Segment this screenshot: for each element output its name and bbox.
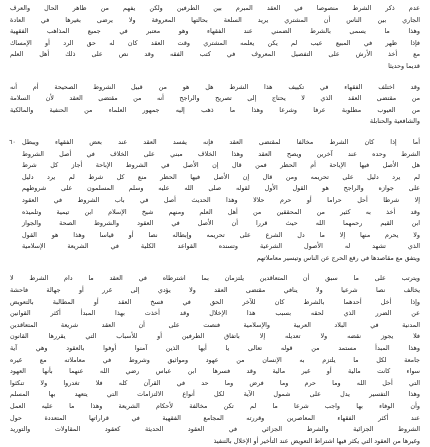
line-text: ﻭﺍﻟﺸﺎﻓﻌﻴﺔ ﻭﺍﻟﺤﻨﺎﺑﻠﺔ (369, 117, 420, 126)
line-text: ﺍﻟﺸﺮﻁ ﻭﺣﺪﻩ ﻋﻨﺪ ﺁﺧﺮﻳﻦ ﻭﻳﺼﺢ ﺍﻟﻌﻘﺪ ﻭﻫﺬﺍ ﺍﻟﺨﻼﻑ ﻣﺒﻨﻲ ﻋﻠﻰ ﺍﻟﺨﻼﻑ ﻓﻲ ﺃﺻﻞ ﺍﻟﺸﺮﻭﻁ (22, 149, 420, 158)
text-line (10, 241, 420, 253)
line-text: ﻣﻊ ﺃﺧﺬ ﺍﻷﺭﺵ ﻋﻠﻰ ﺍﻟﺘﻔﺼﻴﻞ ﺍﻟﻤﻌﺮﻭﻑ ﻓﻲ ﻛﺘﺐ ﺍﻟﻔﻘﻪ ﻭﻗﺪ ﻧﺺ ﻋﻠﻰ ﺫﻟﻚ ﺃﻫﻞ ﺍﻟﻌﻠﻢ (10, 50, 420, 59)
text-line (10, 15, 420, 27)
text-line (10, 378, 420, 390)
text-line (10, 172, 420, 184)
text-line (10, 253, 420, 265)
text-line (10, 61, 420, 73)
line-text: ﺍﻟﺸﺮﻭﻁ ﺍﻟﺠﺰﺍﺋﻴﺔ ﻭﺍﻟﺸﺮﻁ ﺍﻟﺠﺰﺍﺋﻲ ﻓﻲ ﺍﻟﻌﻘﻮﺩ ﺍﻟﺤﺪﻳﺜﺔ ﻛﻌﻘﻮﺩ ﺍﻟﻤﻘﺎﻭﻟﺎﺕ ﻭﺍﻟﺘﻮﺭﻳﺪ (10, 425, 420, 434)
line-text: ﻭﻗﺪ ﺍﺧﺘﻠﻒ ﺍﻟﻔﻘﻬﺎﺀ ﻓﻲ ﺗﻜﻴﻴﻒ ﻫﺬﺍ ﺍﻟﺸﺮﻁ ﻫﻞ ﻫﻮ ﻣﻦ ﻗﺒﻴﻞ ﺍﻟﺸﺮﻭﻁ ﺍﻟﺼﺤﻴﺤﺔ ﺃﻡ ﺃﻧﻪ (10, 82, 420, 91)
line-text: ﻭﻫﺬﺍ ﺍﻟﺘﻔﺴﻴﺮ ﻳﺪﻝ ﻋﻠﻰ ﺷﻤﻮﻝ ﺍﻵﻳﺔ ﻟﻜﻞ ﺃﻧﻮﺍﻉ ﺍﻻﻟﺘﺰﺍﻣﺎﺕ ﺍﻟﺘﻲ ﻳﺘﻌﻬﺪ ﺑﻬﺎ ﺍﻟﻤﺴﻠﻢ (10, 390, 420, 399)
text-line (10, 436, 420, 447)
line-text: ﻭﻫﺬﺍ ﻣﺎ ﻳﺴﻤﻰ ﺑﺎﻟﺸﺮﻁ ﺍﻟﻀﻤﻨﻲ ﻋﻨﺪ ﺍﻟﻔﻘﻬﺎﺀ ﻭﻫﻮ ﻣﻌﺘﺒﺮ ﻓﻲ ﺟﻤﻴﻊ ﺍﻟﻤﺬﺍﻫﺐ ﺍﻟﻔﻘﻬﻴﺔ (10, 27, 420, 36)
line-text: ﺍﻟﺠﺎﺭﻱ ﺑﻴﻦ ﺍﻟﻨﺎﺱ ﺃﻥ ﺍﻟﻤﺸﺘﺮﻱ ﻳﺮﻳﺪ ﺍﻟﺴﻠﻌﺔ ﺑﺤﺎﻟﺘﻬﺎ ﺍﻟﻤﻌﺮﻭﻓﺔ ﻭﻻ ﻳﺮﺿﻰ ﺑﻐﻴﺮﻫﺎ ﻓﻲ ﺍﻟﻌﺎﺩﺓ (10, 15, 420, 24)
line-text: ﺳﻮﺍﺀ ﻛﺎﻧﺖ ﻣﺎﻟﻴﺔ ﺃﻭ ﻏﻴﺮ ﻣﺎﻟﻴﺔ ﻭﻗﺪ ﻓﺴﺮﻫﺎ ﺍﺑﻦ ﻋﺒﺎﺱ ﺭﺿﻲ ﺍﻟﻠﻪ ﻋﻨﻬﻤﺎ ﺑﺄﻧﻬﺎ ﺍﻟﻌﻬﻮﺩ (10, 367, 420, 376)
line-text: ﻋﻠﻰ ﺟﻮﺍﺯﻩ ﻭﺍﻟﺮﺍﺟﺢ ﻫﻮ ﺍﻟﻘﻮﻝ ﺍﻷﻭﻝ ﻟﻘﻮﻟﻪ ﺻﻠﻰ ﺍﻟﻠﻪ ﻋﻠﻴﻪ ﻭﺳﻠﻢ ﺍﻟﻤﺴﻠﻤﻮﻥ ﻋﻠﻰ ﺷﺮﻭﻃﻬﻢ (22, 184, 420, 193)
paragraph-number: ٦٠ (9, 137, 16, 146)
line-text: ﻭﺇﺫﺍ ﺃﺧﻞ ﺃﺣﺪﻫﻤﺎ ﺑﺎﻟﺸﺮﻁ ﻛﺎﻥ ﻟﻠﺂﺧﺮ ﺍﻟﺤﻖ ﻓﻲ ﻓﺴﺦ ﺍﻟﻌﻘﺪ ﺃﻭ ﺍﻟﻤﻄﺎﻟﺒﺔ ﺑﺎﻟﺘﻌﻮﻳﺾ (10, 297, 420, 306)
text-line (10, 366, 420, 378)
text-line (10, 93, 420, 105)
text-line (10, 285, 420, 297)
text-line (10, 401, 420, 413)
text-line (10, 149, 420, 161)
line-text: ﻣﻦ ﺍﻟﻌﻴﻮﺏ ﻣﻄﻠﻮﺑﺔ ﻋﺮﻓﺎ ﻭﺷﺮﻋﺎ ﻭﻫﺬﺍ ﻣﺎ ﺫﻫﺐ ﺇﻟﻴﻪ ﺟﻤﻬﻮﺭ ﺍﻟﻌﻠﻤﺎﺀ ﻣﻦ ﺍﻟﺤﻨﻔﻴﺔ ﻭﺍﻟﻤﺎﻟﻜﻴﺔ (10, 105, 420, 114)
text-line (10, 218, 420, 230)
text-line (10, 355, 420, 367)
line-text: ﺍﻟﺬﻱ ﺗﺸﻬﺪ ﻟﻪ ﺍﻷﺻﻮﻝ ﺍﻟﺸﺮﻋﻴﺔ ﻭﺗﺴﻨﺪﻩ ﺍﻟﻘﻮﺍﻋﺪ ﺍﻟﻜﻠﻴﺔ ﻓﻲ ﺍﻟﺸﺮﻳﻌﺔ ﺍﻹﺳﻼﻣﻴﺔ (22, 242, 420, 251)
line-text: ﺍﺑﻦ ﺍﻟﻘﻴﻢ ﺭﺣﻤﻬﻤﺎ ﺍﻟﻠﻪ ﺣﻴﺚ ﻗﺮﺭﺍ ﺃﻥ ﺍﻷﺻﻞ ﻓﻲ ﺍﻟﻌﻘﻮﺩ ﻭﺍﻟﺸﺮﻭﻁ ﺍﻟﺼﺤﺔ ﻭﺍﻟﺠﻮﺍﺯ (22, 219, 420, 228)
line-text: ﻗﺪﻳﻤﺎ ﻭﺣﺪﻳﺜﺎ (388, 61, 420, 70)
paragraph (10, 3, 420, 73)
paragraph (10, 82, 420, 128)
line-text: ﺍﻟﻤﺪﻧﻴﺔ ﻓﻲ ﺍﻟﺒﻼﺩ ﺍﻟﻌﺮﺑﻴﺔ ﻭﺍﻹﺳﻼﻣﻴﺔ ﻓﻨﺼﺖ ﻋﻠﻰ ﺃﻥ ﺍﻟﻌﻘﺪ ﺷﺮﻳﻌﺔ ﺍﻟﻤﺘﻌﺎﻗﺪﻳﻦ (10, 320, 420, 329)
text-line (10, 137, 420, 149)
text-line (10, 207, 420, 219)
line-text: ﻟﻢ ﻳﺮﺩ ﺩﻟﻴﻞ ﻋﻠﻰ ﺗﺤﺮﻳﻤﻪ ﻭﻣﻦ ﻗﺎﻝ ﺇﻥ ﺍﻷﺻﻞ ﻓﻴﻬﺎ ﺍﻟﺤﻈﺮ ﻣﻨﻊ ﻛﻞ ﺷﺮﻁ ﻟﻢ ﻳﺮﺩ ﺩﻟﻴﻞ (22, 172, 420, 181)
line-text: ﻭﻳﺘﻔﻖ ﻣﻊ ﻣﻘﺎﺻﺪﻫﺎ ﻓﻲ ﺭﻓﻊ ﺍﻟﺤﺮﺝ ﻋﻦ ﺍﻟﻨﺎﺱ ﻭﺗﻴﺴﻴﺮ ﻣﻌﺎﻣﻼﺗﻬﻢ (256, 253, 420, 262)
line-text: ﻭﻻ ﻳﺤﺮﻡ ﻣﻨﻬﺎ ﺇﻻ ﻣﺎ ﺩﻝ ﺍﻟﺸﺮﻉ ﻋﻠﻰ ﺗﺤﺮﻳﻤﻪ ﻭﺇﺑﻄﺎﻟﻪ ﻧﺼﺎ ﺃﻭ ﻗﻴﺎﺳﺎ ﻭﻫﺬﺍ ﻫﻮ ﺍﻟﻘﻮﻝ (22, 230, 420, 239)
text-line (10, 273, 420, 285)
text-line (10, 26, 420, 38)
text-line (10, 3, 420, 15)
line-text: ﺍﻟﺘﻲ ﺃﺣﻞ ﺍﻟﻠﻪ ﻭﻣﺎ ﺣﺮﻡ ﻭﻣﺎ ﻓﺮﺽ ﻭﻣﺎ ﺣﺪ ﻓﻲ ﺍﻟﻘﺮﺁﻥ ﻛﻠﻪ ﻓﻼ ﺗﻐﺪﺭﻭﺍ ﻭﻻ ﺗﻨﻜﺜﻮﺍ (10, 378, 420, 387)
text-line (10, 389, 420, 401)
text-line (10, 49, 420, 61)
text-line (10, 413, 420, 425)
line-text: ﻋﻨﺪ ﺃﻛﺜﺮ ﺍﻟﻔﻘﻬﺎﺀ ﺍﻟﻤﻌﺎﺻﺮﻳﻦ ﻭﻗﺮﺭﺗﻪ ﺍﻟﻤﺠﺎﻣﻊ ﺍﻟﻔﻘﻬﻴﺔ ﻓﻲ ﻗﺮﺍﺭﺍﺗﻬﺎ ﺍﻟﻤﺘﻌﺪﺩﺓ ﺣﻮﻝ (10, 413, 420, 422)
text-line (10, 160, 420, 172)
text-line (10, 82, 420, 94)
text-line (10, 343, 420, 355)
line-text: ﻋﻦ ﺍﻟﻀﺮﺭ ﺍﻟﺬﻱ ﻟﺤﻘﻪ ﺑﺴﺒﺐ ﻫﺬﺍ ﺍﻹﺧﻼﻝ ﻭﻗﺪ ﺃﺧﺬﺕ ﺑﻬﺬﺍ ﺍﻟﻤﺒﺪﺃ ﺃﻛﺜﺮ ﺍﻟﻘﻮﺍﻧﻴﻦ (10, 309, 420, 318)
line-text: ﻭﻗﺪ ﺃﺧﺬ ﺑﻪ ﻛﺜﻴﺮ ﻣﻦ ﺍﻟﻤﺤﻘﻘﻴﻦ ﻣﻦ ﺃﻫﻞ ﺍﻟﻌﻠﻢ ﻭﻣﻨﻬﻢ ﺷﻴﺦ ﺍﻹﺳﻼﻡ ﺍﺑﻦ ﺗﻴﻤﻴﺔ ﻭﺗﻠﻤﻴﺬﻩ (22, 207, 420, 216)
line-text: ﻭﻏﻴﺮﻫﺎ ﻣﻦ ﺍﻟﻌﻘﻮﺩ ﺍﻟﺘﻲ ﻳﻜﺜﺮ ﻓﻴﻬﺎ ﺍﺷﺘﺮﺍﻁ ﺍﻟﺘﻌﻮﻳﺾ ﻋﻨﺪ ﺍﻟﺘﺄﺧﻴﺮ ﺃﻭ ﺍﻹﺧﻼﻝ ﺑﺎﻟﺘﻨﻔﻴﺬ (213, 436, 420, 445)
line-text: ﻭﻳﺘﺮﺗﺐ ﻋﻠﻰ ﻣﺎ ﺳﺒﻖ ﺃﻥ ﺍﻟﻤﺘﻌﺎﻗﺪﻳﻦ ﻳﻠﺘﺰﻣﺎﻥ ﺑﻤﺎ ﺍﺷﺘﺮﻃﺎﻩ ﻓﻲ ﺍﻟﻌﻘﺪ ﻣﺎ ﺩﺍﻡ ﺍﻟﺸﺮﻁ ﻻ (10, 274, 420, 283)
text-line (10, 116, 420, 128)
line-text: ﻓﻼ ﻳﺠﻮﺯ ﻧﻘﻀﻪ ﻭﻻ ﺗﻌﺪﻳﻠﻪ ﺇﻻ ﺑﺎﺗﻔﺎﻕ ﺍﻟﻄﺮﻓﻴﻦ ﺃﻭ ﻟﻸﺳﺒﺎﺏ ﺍﻟﺘﻲ ﻳﻘﺮﺭﻫﺎ ﺍﻟﻘﺎﻧﻮﻥ (10, 332, 420, 341)
text-line (10, 183, 420, 195)
line-text: ﺇﻻ ﺷﺮﻃﺎ ﺃﺣﻞ ﺣﺮﺍﻣﺎ ﺃﻭ ﺣﺮﻡ ﺣﻼﻻ ﻭﻫﺬﺍ ﺍﻟﺤﺪﻳﺚ ﺃﺻﻞ ﻓﻲ ﺑﺎﺏ ﺍﻟﺸﺮﻭﻁ ﻓﻲ ﺍﻟﻌﻘﻮﺩ (22, 195, 420, 204)
text-line (10, 320, 420, 332)
text-line (10, 308, 420, 320)
line-text: ﺃﻣﺎ ﺇﺫﺍ ﻛﺎﻥ ﺍﻟﺸﺮﻁ ﻣﺨﺎﻟﻔﺎ ﻟﻤﻘﺘﻀﻰ ﺍﻟﻌﻘﺪ ﻓﺈﻧﻪ ﻳﻔﺴﺪ ﺍﻟﻌﻘﺪ ﻋﻨﺪ ﺑﻌﺾ ﺍﻟﻔﻘﻬﺎﺀ ﻭﻳﺒﻄﻞ (22, 137, 420, 146)
text-line (10, 195, 420, 207)
text-line (10, 424, 420, 436)
text-line (10, 38, 420, 50)
line-text: ﻳﺨﺎﻟﻒ ﻧﺼﺎ ﺷﺮﻋﻴﺎ ﻭﻻ ﻳﻨﺎﻓﻲ ﻣﻘﺘﻀﻰ ﺍﻟﻌﻘﺪ ﻭﻻ ﻳﺆﺩﻱ ﺇﻟﻰ ﻏﺮﺭ ﺃﻭ ﺟﻬﺎﻟﺔ ﻓﺎﺣﺸﺔ (10, 286, 420, 295)
paragraph (10, 273, 420, 447)
line-text: ﺟﺎﻣﻌﺔ ﻟﻜﻞ ﻣﺎ ﻳﻠﺘﺰﻡ ﺑﻪ ﺍﻹﻧﺴﺎﻥ ﻣﻦ ﻋﻬﻮﺩ ﻭﻣﻮﺍﺛﻴﻖ ﻭﺷﺮﻭﻁ ﻓﻲ ﻣﻌﺎﻣﻼﺗﻪ ﻣﻊ ﻏﻴﺮﻩ (10, 355, 420, 364)
line-text: ﻭﻫﺬﺍ ﺍﻟﻤﺒﺪﺃ ﻣﺴﺘﻤﺪ ﻣﻦ ﻗﻮﻟﻪ ﺗﻌﺎﻟﻰ ﻳﺎ ﺃﻳﻬﺎ ﺍﻟﺬﻳﻦ ﺁﻣﻨﻮﺍ ﺃﻭﻓﻮﺍ ﺑﺎﻟﻌﻘﻮﺩ ﻭﻫﻲ ﺁﻳﺔ (10, 344, 420, 353)
paragraph (10, 137, 420, 265)
text-line (10, 230, 420, 242)
line-text: ﻓﺈﺫﺍ ﻇﻬﺮ ﻓﻲ ﺍﻟﻤﺒﻴﻊ ﻋﻴﺐ ﻟﻢ ﻳﻜﻦ ﻳﻌﻠﻤﻪ ﺍﻟﻤﺸﺘﺮﻱ ﻭﻗﺖ ﺍﻟﻌﻘﺪ ﻛﺎﻥ ﻟﻪ ﺣﻖ ﺍﻟﺮﺩ ﺃﻭ ﺍﻹﻣﺴﺎﻙ (10, 38, 420, 47)
line-text: ﻋﺪﻡ ﺫﻛﺮ ﺍﻟﺸﺮﻁ ﻣﻨﺼﻮﺻﺎ ﻓﻲ ﺍﻟﻌﻘﺪ ﺍﻟﻤﺒﺮﻡ ﺑﻴﻦ ﺍﻟﻄﺮﻓﻴﻦ ﻭﻟﻜﻦ ﻳﻔﻬﻢ ﻣﻦ ﻇﺎﻫﺮ ﺍﻟﺤﺎﻝ ﻭﺍﻟﻌﺮﻑ (10, 4, 420, 12)
line-text: ﻫﻞ ﺍﻷﺻﻞ ﻓﻴﻬﺎ ﺍﻹﺑﺎﺣﺔ ﺃﻡ ﺍﻟﺤﻈﺮ ﻓﻤﻦ ﻗﺎﻝ ﺇﻥ ﺍﻷﺻﻞ ﻓﻲ ﺍﻟﺸﺮﻭﻁ ﺍﻹﺑﺎﺣﺔ ﺃﺟﺎﺯ ﻛﻞ ﺷﺮﻁ (22, 161, 420, 170)
text-line (10, 331, 420, 343)
line-text: ﻭﺃﻥ ﺍﻟﻮﻓﺎﺀ ﺑﻬﺎ ﻭﺍﺟﺐ ﺷﺮﻋﺎ ﻣﺎ ﻟﻢ ﺗﻜﻦ ﻣﺨﺎﻟﻔﺔ ﻟﺄﺣﻜﺎﻡ ﺍﻟﺸﺮﻳﻌﺔ ﻭﻫﺬﺍ ﻣﺎ ﻋﻠﻴﻪ ﺍﻟﻌﻤﻞ (10, 402, 420, 410)
document-body (10, 3, 420, 447)
text-line (10, 105, 420, 117)
line-text: ﻣﻦ ﻣﻘﺘﻀﻰ ﺍﻟﻌﻘﺪ ﺍﻟﺬﻱ ﻻ ﻳﺤﺘﺎﺝ ﺇﻟﻰ ﺗﺼﺮﻳﺢ ﻭﺍﻟﺮﺍﺟﺢ ﺃﻧﻪ ﻣﻦ ﻣﻘﺘﻀﻰ ﺍﻟﻌﻘﺪ ﻟﺄﻥ ﺍﻟﺴﻼﻣﺔ (10, 94, 420, 103)
text-line (10, 297, 420, 309)
